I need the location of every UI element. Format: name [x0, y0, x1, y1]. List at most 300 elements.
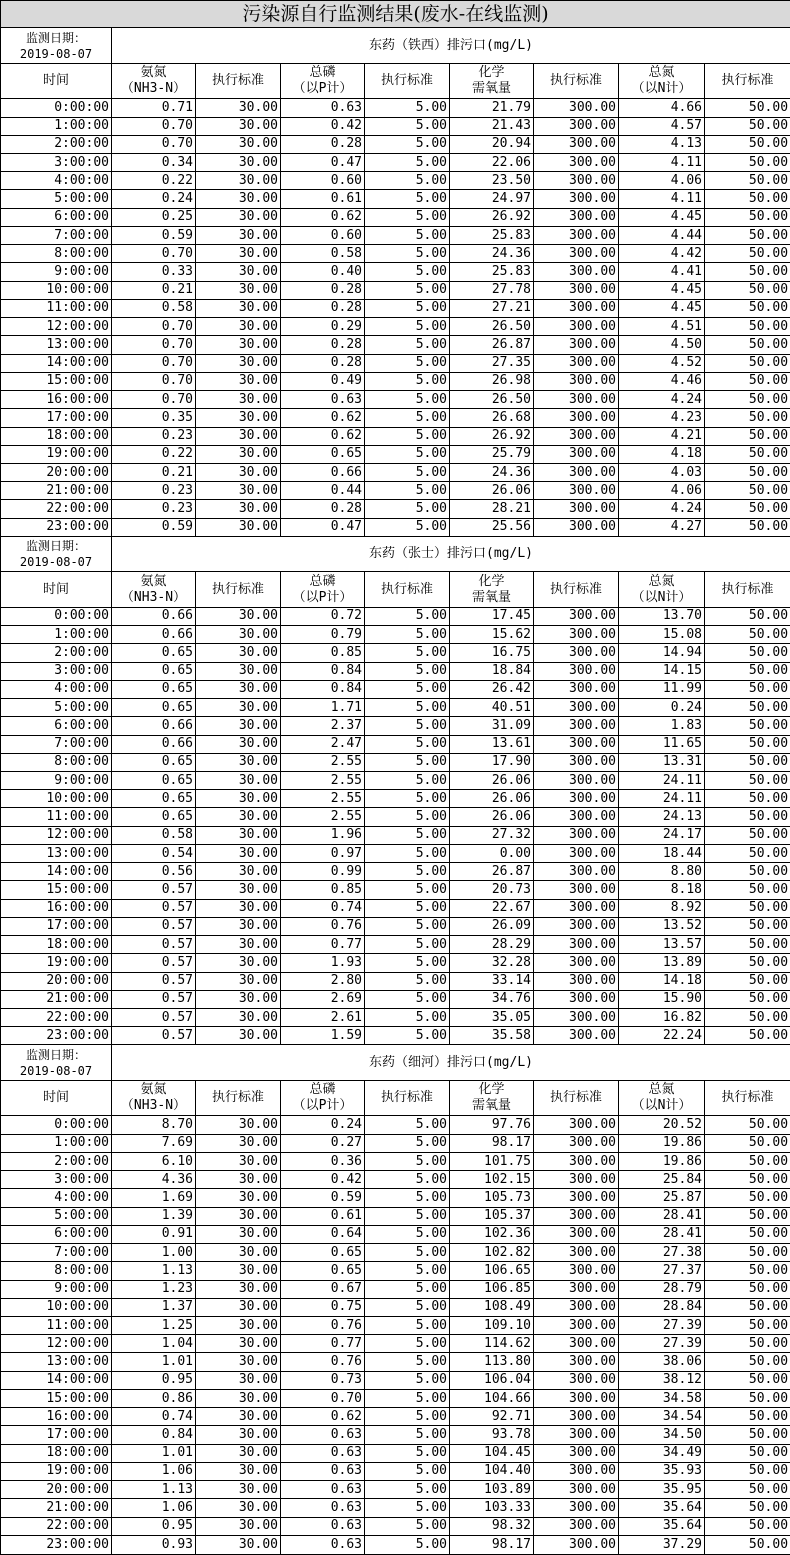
value-cell: 4.36 — [112, 1171, 196, 1189]
value-cell: 5.00 — [365, 1535, 450, 1554]
monitoring-date-cell — [1, 1045, 112, 1080]
column-header-line: 执行标准 — [211, 73, 264, 89]
value-cell: 4.45 — [619, 299, 705, 317]
value-cell: 4.44 — [619, 226, 705, 244]
value-cell: 11.65 — [619, 735, 705, 753]
value-cell: 0.70 — [112, 245, 196, 263]
value-cell: 24.11 — [619, 771, 705, 789]
table-row — [1, 1535, 790, 1554]
value-cell: 300.00 — [534, 372, 619, 390]
value-cell: 37.29 — [619, 1535, 705, 1554]
table-row — [1, 117, 790, 135]
column-header — [1, 63, 112, 98]
value-cell: 4.42 — [619, 245, 705, 263]
value-cell: 30.00 — [196, 1462, 281, 1480]
table-row — [1, 844, 790, 862]
value-cell: 0.99 — [281, 863, 365, 881]
value-cell: 5.00 — [365, 1335, 450, 1353]
value-cell: 4.66 — [619, 99, 705, 117]
value-cell: 300.00 — [534, 844, 619, 862]
value-cell: 27.37 — [619, 1262, 705, 1280]
outlet-title: 东药（细河）排污口(mg/L) — [112, 1045, 790, 1080]
time-cell: 16:00:00 — [1, 899, 112, 917]
time-cell: 3:00:00 — [1, 154, 112, 172]
value-cell: 13.70 — [619, 607, 705, 625]
value-cell: 0.71 — [112, 99, 196, 117]
table-row — [1, 1353, 790, 1371]
time-cell: 16:00:00 — [1, 391, 112, 409]
value-cell: 113.80 — [450, 1353, 534, 1371]
table-row — [1, 208, 790, 226]
time-cell: 15:00:00 — [1, 372, 112, 390]
value-cell: 26.50 — [450, 318, 534, 336]
value-cell: 300.00 — [534, 1298, 619, 1316]
value-cell: 38.06 — [619, 1353, 705, 1371]
value-cell: 0.70 — [112, 117, 196, 135]
value-cell: 30.00 — [196, 281, 281, 299]
value-cell: 300.00 — [534, 518, 619, 536]
value-cell: 300.00 — [534, 1262, 619, 1280]
time-cell: 7:00:00 — [1, 1244, 112, 1262]
value-cell: 5.00 — [365, 790, 450, 808]
value-cell: 5.00 — [365, 1280, 450, 1298]
value-cell: 5.00 — [365, 1027, 450, 1045]
value-cell: 1.71 — [281, 699, 365, 717]
value-cell: 26.98 — [450, 372, 534, 390]
column-header — [281, 1080, 365, 1115]
value-cell: 0.63 — [281, 1517, 365, 1535]
table-row — [1, 644, 790, 662]
value-cell: 25.83 — [450, 226, 534, 244]
value-cell: 30.00 — [196, 607, 281, 625]
value-cell: 1.01 — [112, 1444, 196, 1462]
table-row — [1, 1499, 790, 1517]
value-cell: 28.41 — [619, 1207, 705, 1225]
column-header-line: （NH3-N） — [120, 81, 187, 97]
column-header — [450, 63, 534, 98]
value-cell: 300.00 — [534, 1444, 619, 1462]
value-cell: 5.00 — [365, 1462, 450, 1480]
value-cell: 30.00 — [196, 1009, 281, 1027]
value-cell: 30.00 — [196, 117, 281, 135]
value-cell: 1.37 — [112, 1298, 196, 1316]
value-cell: 0.58 — [112, 826, 196, 844]
value-cell: 1.00 — [112, 1244, 196, 1262]
value-cell: 4.45 — [619, 208, 705, 226]
value-cell: 1.69 — [112, 1189, 196, 1207]
value-cell: 0.61 — [281, 190, 365, 208]
table-row — [1, 1171, 790, 1189]
value-cell: 35.58 — [450, 1027, 534, 1045]
column-header-line: 执行标准 — [549, 73, 602, 89]
column-header-line: （以P计） — [292, 81, 353, 97]
column-header-line: 化学 — [478, 573, 505, 589]
value-cell: 0.42 — [281, 1171, 365, 1189]
value-cell: 50.00 — [705, 863, 790, 881]
column-header-line: 氨氮 — [140, 65, 167, 81]
value-cell: 0.63 — [281, 99, 365, 117]
time-cell: 19:00:00 — [1, 445, 112, 463]
value-cell: 104.66 — [450, 1389, 534, 1407]
value-cell: 30.00 — [196, 226, 281, 244]
time-cell: 13:00:00 — [1, 1353, 112, 1371]
value-cell: 50.00 — [705, 226, 790, 244]
value-cell: 50.00 — [705, 354, 790, 372]
section-date-row — [1, 536, 790, 571]
value-cell: 50.00 — [705, 1244, 790, 1262]
value-cell: 0.57 — [112, 936, 196, 954]
value-cell: 0.65 — [112, 753, 196, 771]
value-cell: 300.00 — [534, 990, 619, 1008]
value-cell: 300.00 — [534, 299, 619, 317]
value-cell: 300.00 — [534, 680, 619, 698]
time-cell: 11:00:00 — [1, 299, 112, 317]
value-cell: 30.00 — [196, 954, 281, 972]
value-cell: 300.00 — [534, 863, 619, 881]
value-cell: 50.00 — [705, 936, 790, 954]
table-row — [1, 954, 790, 972]
value-cell: 22.06 — [450, 154, 534, 172]
value-cell: 26.09 — [450, 917, 534, 935]
value-cell: 30.00 — [196, 1244, 281, 1262]
time-cell: 2:00:00 — [1, 135, 112, 153]
table-row — [1, 607, 790, 625]
value-cell: 30.00 — [196, 1207, 281, 1225]
value-cell: 5.00 — [365, 753, 450, 771]
monitoring-date-label: 监测日期： — [25, 1047, 86, 1062]
value-cell: 30.00 — [196, 808, 281, 826]
value-cell: 24.17 — [619, 826, 705, 844]
value-cell: 4.46 — [619, 372, 705, 390]
column-header — [705, 1080, 790, 1115]
column-header — [450, 1080, 534, 1115]
value-cell: 5.00 — [365, 1408, 450, 1426]
value-cell: 30.00 — [196, 518, 281, 536]
value-cell: 50.00 — [705, 1189, 790, 1207]
table-row — [1, 1116, 790, 1134]
value-cell: 300.00 — [534, 1317, 619, 1335]
table-row — [1, 717, 790, 735]
column-header — [196, 63, 281, 98]
value-cell: 14.94 — [619, 644, 705, 662]
column-header-line: （以P计） — [292, 1098, 353, 1114]
column-header-line: 化学 — [478, 1082, 505, 1098]
table-row — [1, 808, 790, 826]
value-cell: 300.00 — [534, 826, 619, 844]
value-cell: 109.10 — [450, 1317, 534, 1335]
table-row — [1, 863, 790, 881]
value-cell: 0.23 — [112, 482, 196, 500]
value-cell: 300.00 — [534, 154, 619, 172]
value-cell: 50.00 — [705, 299, 790, 317]
value-cell: 300.00 — [534, 1389, 619, 1407]
value-cell: 50.00 — [705, 1389, 790, 1407]
value-cell: 50.00 — [705, 844, 790, 862]
value-cell: 30.00 — [196, 1353, 281, 1371]
value-cell: 50.00 — [705, 1027, 790, 1045]
value-cell: 27.39 — [619, 1335, 705, 1353]
monitoring-date-label: 监测日期： — [25, 30, 86, 45]
value-cell: 300.00 — [534, 482, 619, 500]
value-cell: 300.00 — [534, 717, 619, 735]
table-row — [1, 1280, 790, 1298]
value-cell: 0.65 — [112, 771, 196, 789]
value-cell: 0.47 — [281, 154, 365, 172]
value-cell: 300.00 — [534, 972, 619, 990]
value-cell: 5.00 — [365, 1298, 450, 1316]
value-cell: 27.32 — [450, 826, 534, 844]
value-cell: 5.00 — [365, 1444, 450, 1462]
value-cell: 30.00 — [196, 753, 281, 771]
table-row — [1, 1481, 790, 1499]
time-cell: 10:00:00 — [1, 281, 112, 299]
value-cell: 105.73 — [450, 1189, 534, 1207]
value-cell: 25.79 — [450, 445, 534, 463]
value-cell: 50.00 — [705, 1408, 790, 1426]
value-cell: 0.57 — [112, 1027, 196, 1045]
time-cell: 8:00:00 — [1, 753, 112, 771]
column-header — [365, 1080, 450, 1115]
value-cell: 30.00 — [196, 135, 281, 153]
value-cell: 0.54 — [112, 844, 196, 862]
value-cell: 105.37 — [450, 1207, 534, 1225]
value-cell: 0.28 — [281, 354, 365, 372]
time-cell: 9:00:00 — [1, 1280, 112, 1298]
value-cell: 97.76 — [450, 1116, 534, 1134]
column-header-line: 氨氮 — [140, 573, 167, 589]
value-cell: 30.00 — [196, 826, 281, 844]
value-cell: 0.95 — [112, 1371, 196, 1389]
time-cell: 15:00:00 — [1, 1389, 112, 1407]
value-cell: 0.73 — [281, 1371, 365, 1389]
value-cell: 300.00 — [534, 318, 619, 336]
value-cell: 0.21 — [112, 281, 196, 299]
value-cell: 24.36 — [450, 245, 534, 263]
value-cell: 34.49 — [619, 1444, 705, 1462]
value-cell: 30.00 — [196, 972, 281, 990]
value-cell: 0.63 — [281, 1444, 365, 1462]
time-cell: 22:00:00 — [1, 500, 112, 518]
value-cell: 2.47 — [281, 735, 365, 753]
value-cell: 300.00 — [534, 771, 619, 789]
value-cell: 4.18 — [619, 445, 705, 463]
value-cell: 5.00 — [365, 172, 450, 190]
value-cell: 26.06 — [450, 482, 534, 500]
column-header-line: 需氧量 — [471, 1098, 511, 1114]
value-cell: 30.00 — [196, 1225, 281, 1243]
column-header-line: 需氧量 — [471, 589, 511, 605]
value-cell: 38.12 — [619, 1371, 705, 1389]
monitoring-date-label: 监测日期： — [25, 539, 86, 554]
column-header-line: 执行标准 — [721, 73, 774, 89]
value-cell: 35.64 — [619, 1517, 705, 1535]
value-cell: 20.94 — [450, 135, 534, 153]
time-cell: 3:00:00 — [1, 1171, 112, 1189]
table-row — [1, 482, 790, 500]
value-cell: 50.00 — [705, 263, 790, 281]
value-cell: 6.10 — [112, 1152, 196, 1170]
value-cell: 300.00 — [534, 445, 619, 463]
value-cell: 0.91 — [112, 1225, 196, 1243]
time-cell: 5:00:00 — [1, 699, 112, 717]
time-cell: 23:00:00 — [1, 518, 112, 536]
value-cell: 28.84 — [619, 1298, 705, 1316]
value-cell: 18.84 — [450, 662, 534, 680]
value-cell: 5.00 — [365, 135, 450, 153]
time-cell: 5:00:00 — [1, 1207, 112, 1225]
value-cell: 30.00 — [196, 1481, 281, 1499]
value-cell: 0.84 — [112, 1426, 196, 1444]
value-cell: 18.44 — [619, 844, 705, 862]
value-cell: 25.87 — [619, 1189, 705, 1207]
time-cell: 13:00:00 — [1, 336, 112, 354]
value-cell: 30.00 — [196, 482, 281, 500]
value-cell: 30.00 — [196, 1499, 281, 1517]
value-cell: 5.00 — [365, 1152, 450, 1170]
column-header-line: 执行标准 — [721, 1090, 774, 1106]
value-cell: 0.70 — [112, 391, 196, 409]
column-header-row — [1, 572, 790, 607]
time-cell: 22:00:00 — [1, 1009, 112, 1027]
value-cell: 50.00 — [705, 281, 790, 299]
time-cell: 0:00:00 — [1, 99, 112, 117]
table-row — [1, 1134, 790, 1152]
table-row — [1, 972, 790, 990]
monitoring-date-cell — [1, 536, 112, 571]
value-cell: 5.00 — [365, 372, 450, 390]
value-cell: 4.06 — [619, 172, 705, 190]
table-row — [1, 463, 790, 481]
time-cell: 18:00:00 — [1, 936, 112, 954]
value-cell: 0.21 — [112, 463, 196, 481]
value-cell: 4.27 — [619, 518, 705, 536]
column-header-line: （以N计） — [631, 1098, 692, 1114]
value-cell: 300.00 — [534, 1499, 619, 1517]
table-row — [1, 753, 790, 771]
table-row — [1, 990, 790, 1008]
value-cell: 5.00 — [365, 463, 450, 481]
value-cell: 0.70 — [112, 372, 196, 390]
table-row — [1, 318, 790, 336]
value-cell: 5.00 — [365, 1499, 450, 1517]
value-cell: 0.27 — [281, 1134, 365, 1152]
time-cell: 23:00:00 — [1, 1027, 112, 1045]
column-header-line: （以N计） — [631, 81, 692, 97]
value-cell: 0.65 — [281, 1262, 365, 1280]
value-cell: 0.63 — [281, 1426, 365, 1444]
table-row — [1, 263, 790, 281]
value-cell: 0.24 — [619, 699, 705, 717]
value-cell: 50.00 — [705, 99, 790, 117]
value-cell: 0.70 — [112, 135, 196, 153]
value-cell: 5.00 — [365, 954, 450, 972]
value-cell: 26.87 — [450, 863, 534, 881]
value-cell: 50.00 — [705, 626, 790, 644]
value-cell: 50.00 — [705, 972, 790, 990]
value-cell: 30.00 — [196, 318, 281, 336]
value-cell: 5.00 — [365, 917, 450, 935]
table-row — [1, 1189, 790, 1207]
column-header-line: 总磷 — [309, 1082, 336, 1098]
time-cell: 11:00:00 — [1, 808, 112, 826]
value-cell: 300.00 — [534, 117, 619, 135]
value-cell: 5.00 — [365, 662, 450, 680]
value-cell: 5.00 — [365, 1134, 450, 1152]
value-cell: 0.24 — [112, 190, 196, 208]
table-row — [1, 518, 790, 536]
value-cell: 30.00 — [196, 1389, 281, 1407]
table-row — [1, 1444, 790, 1462]
value-cell: 300.00 — [534, 1280, 619, 1298]
value-cell: 50.00 — [705, 318, 790, 336]
value-cell: 300.00 — [534, 607, 619, 625]
time-cell: 6:00:00 — [1, 717, 112, 735]
value-cell: 34.54 — [619, 1408, 705, 1426]
value-cell: 28.41 — [619, 1225, 705, 1243]
table-row — [1, 1317, 790, 1335]
value-cell: 5.00 — [365, 190, 450, 208]
value-cell: 5.00 — [365, 1389, 450, 1407]
monitoring-date-value: 2019-08-07 — [19, 1063, 93, 1078]
column-header-line: 执行标准 — [380, 73, 433, 89]
value-cell: 30.00 — [196, 263, 281, 281]
value-cell: 300.00 — [534, 917, 619, 935]
value-cell: 106.04 — [450, 1371, 534, 1389]
value-cell: 300.00 — [534, 1116, 619, 1134]
value-cell: 0.40 — [281, 263, 365, 281]
monitoring-date-value: 2019-08-07 — [19, 555, 93, 570]
table-row — [1, 299, 790, 317]
table-row — [1, 626, 790, 644]
value-cell: 300.00 — [534, 1517, 619, 1535]
value-cell: 30.00 — [196, 409, 281, 427]
value-cell: 30.00 — [196, 1262, 281, 1280]
value-cell: 8.70 — [112, 1116, 196, 1134]
value-cell: 50.00 — [705, 735, 790, 753]
value-cell: 2.55 — [281, 808, 365, 826]
value-cell: 17.45 — [450, 607, 534, 625]
value-cell: 5.00 — [365, 1244, 450, 1262]
value-cell: 0.63 — [281, 1535, 365, 1554]
value-cell: 0.65 — [281, 1244, 365, 1262]
value-cell: 92.71 — [450, 1408, 534, 1426]
table-row — [1, 226, 790, 244]
value-cell: 0.28 — [281, 336, 365, 354]
value-cell: 25.56 — [450, 518, 534, 536]
time-cell: 12:00:00 — [1, 826, 112, 844]
table-row — [1, 1225, 790, 1243]
value-cell: 300.00 — [534, 263, 619, 281]
value-cell: 30.00 — [196, 1189, 281, 1207]
value-cell: 0.59 — [112, 518, 196, 536]
value-cell: 50.00 — [705, 717, 790, 735]
value-cell: 1.83 — [619, 717, 705, 735]
table-row — [1, 336, 790, 354]
column-header — [196, 572, 281, 607]
column-header-line: 时间 — [42, 73, 69, 89]
value-cell: 5.00 — [365, 427, 450, 445]
value-cell: 300.00 — [534, 644, 619, 662]
column-header — [619, 1080, 705, 1115]
value-cell: 5.00 — [365, 263, 450, 281]
value-cell: 0.36 — [281, 1152, 365, 1170]
value-cell: 0.56 — [112, 863, 196, 881]
value-cell: 50.00 — [705, 1481, 790, 1499]
value-cell: 30.00 — [196, 771, 281, 789]
value-cell: 5.00 — [365, 1009, 450, 1027]
value-cell: 50.00 — [705, 1298, 790, 1316]
value-cell: 5.00 — [365, 226, 450, 244]
